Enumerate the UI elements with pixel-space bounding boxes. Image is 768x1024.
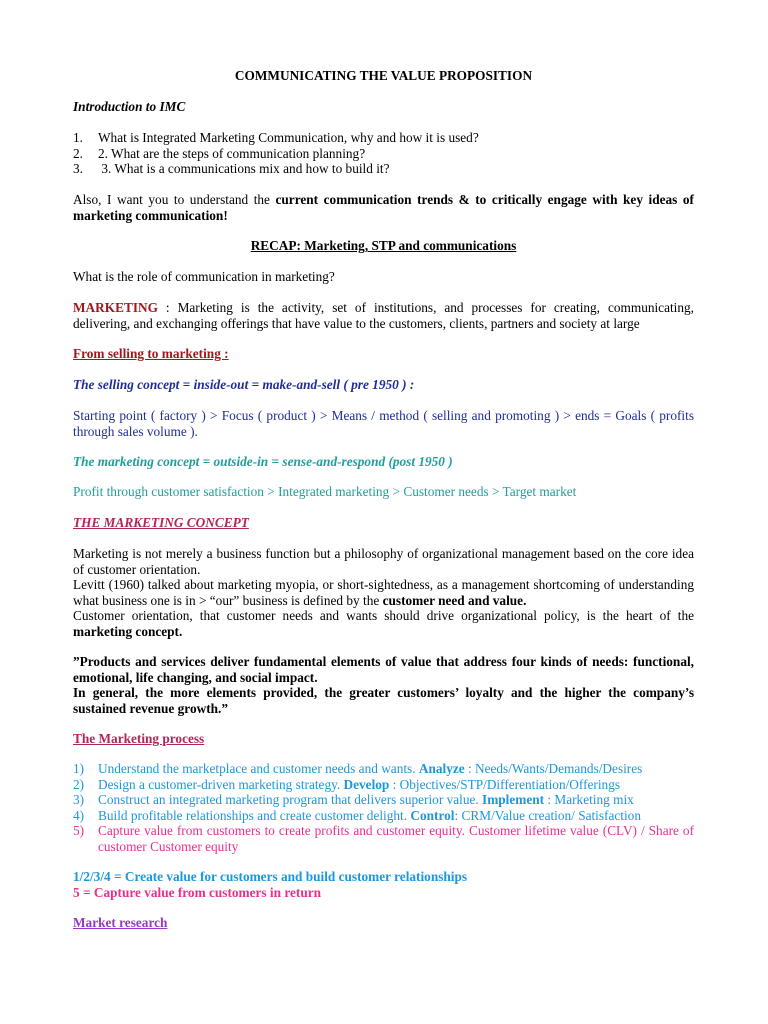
step-keyword: Implement (482, 792, 545, 808)
list-text: What is Integrated Marketing Communication, why and how it is used? (98, 130, 479, 145)
step-tail: : CRM/Value creation/ Satisfaction (454, 807, 641, 823)
list-item (73, 823, 694, 854)
list-number: 1) (73, 761, 85, 776)
process-step-list (73, 761, 694, 855)
concept-p1: Marketing is not merely a business function but a philosophy of organizational management based on the core idea of customer orientation. (73, 546, 694, 577)
marketing-def-text: : Marketing is the activity, set of institutions, and processes for creating, communicating, delivering, and exchanging offerings that have value to the customers, clients, partners and society at large (73, 300, 694, 331)
step-text: Construct an integrated marketing program that delivers superior value. (98, 792, 483, 808)
marketing-concept-line: The marketing concept = outside-in = sense-and-respond (post 1950 ) (73, 454, 453, 469)
role-question: What is the role of communication in marketing? (73, 269, 335, 284)
marketing-flow: Profit through customer satisfaction > Integrated marketing > Customer needs > Target market (73, 484, 577, 499)
step-tail: : Needs/Wants/Demands/Desires (464, 761, 643, 776)
step-tail: : Objectives/STP/Differentiation/Offerings (389, 776, 621, 792)
recap-heading: RECAP: Marketing, STP and communications (250, 238, 517, 253)
step-text: Build profitable relationships and create customer delight. (98, 807, 411, 823)
intro-question-list (73, 130, 694, 177)
list-number: 3) (73, 792, 85, 808)
list-item (73, 161, 694, 177)
quote-line-1: ”Products and services deliver fundamental elements of value that address four kinds of needs: functional, emotional, life changing, and social impact. (73, 654, 694, 685)
list-number: 1. (73, 130, 83, 145)
list-text: 2. What are the steps of communication planning? (98, 145, 366, 161)
document-title: COMMUNICATING THE VALUE PROPOSITION (234, 68, 533, 83)
quote-line-2: In general, the more elements provided, the greater customers’ loyalty and the higher the company’s sustained revenue growth.” (73, 685, 694, 716)
list-item (73, 761, 694, 777)
selling-flow: Starting point ( factory ) > Focus ( product ) > Means / method ( selling and promoting ) > ends = Goals ( profits through sales volume ). (73, 408, 694, 439)
list-number: 2. (73, 145, 83, 161)
list-number: 3. (73, 161, 83, 177)
concept-p3-text: Customer orientation, that customer needs and wants should drive organizational policy, is the heart of the (73, 608, 694, 624)
step-keyword: Analyze (418, 761, 465, 776)
concept-paragraph (73, 546, 694, 640)
concept-p2-text: Levitt (1960) talked about marketing myopia, or short-sightedness, as a management shortcoming of understanding what business one is in > “our” business is defined by the (73, 577, 694, 608)
list-item (73, 130, 694, 146)
list-item (73, 777, 694, 793)
marketing-term: MARKETING (73, 300, 158, 315)
step-tail: : Marketing mix (544, 792, 634, 808)
marketing-definition (73, 300, 694, 331)
concept-p3 (73, 608, 694, 639)
list-text: 3. What is a communications mix and how to build it? (98, 161, 390, 177)
concept-p2 (73, 577, 694, 608)
the-marketing-concept-heading: THE MARKETING CONCEPT (73, 515, 249, 530)
step-keyword: Develop (343, 776, 390, 792)
intro-heading: Introduction to IMC (73, 99, 186, 114)
list-item (73, 146, 694, 162)
list-number: 5) (73, 823, 85, 839)
also-bold: current communication trends & to critically engage with key ideas of marketing communication! (73, 192, 694, 223)
value-quote (73, 654, 694, 716)
concept-p2-bold: customer need and value. (382, 592, 527, 608)
summary-line-2: 5 = Capture value from customers in return (73, 884, 322, 900)
step-text: Capture value from customers to create profits and customer equity. Customer lifetime value (CLV) / Share of customer Customer equity (98, 823, 694, 854)
also-prefix: Also, I want you to understand the (73, 192, 276, 207)
also-paragraph (73, 192, 694, 223)
summary-line-1: 1/2/3/4 = Create value for customers and build customer relationships (73, 869, 468, 884)
step-keyword: Control (410, 807, 455, 823)
list-item (73, 808, 694, 824)
process-heading: The Marketing process (73, 731, 205, 746)
selling-concept: The selling concept = inside-out = make-and-sell ( pre 1950 ) : (73, 377, 415, 392)
step-text: Design a customer-driven marketing strategy. (98, 776, 344, 792)
step-text: Understand the marketplace and customer needs and wants. (98, 761, 419, 776)
process-summary (73, 869, 694, 900)
concept-p3-bold: marketing concept. (73, 623, 183, 639)
market-research-heading: Market research (73, 915, 168, 930)
list-number: 4) (73, 807, 85, 823)
selling-heading: From selling to marketing : (73, 346, 229, 361)
list-number: 2) (73, 776, 85, 792)
list-item (73, 792, 694, 808)
